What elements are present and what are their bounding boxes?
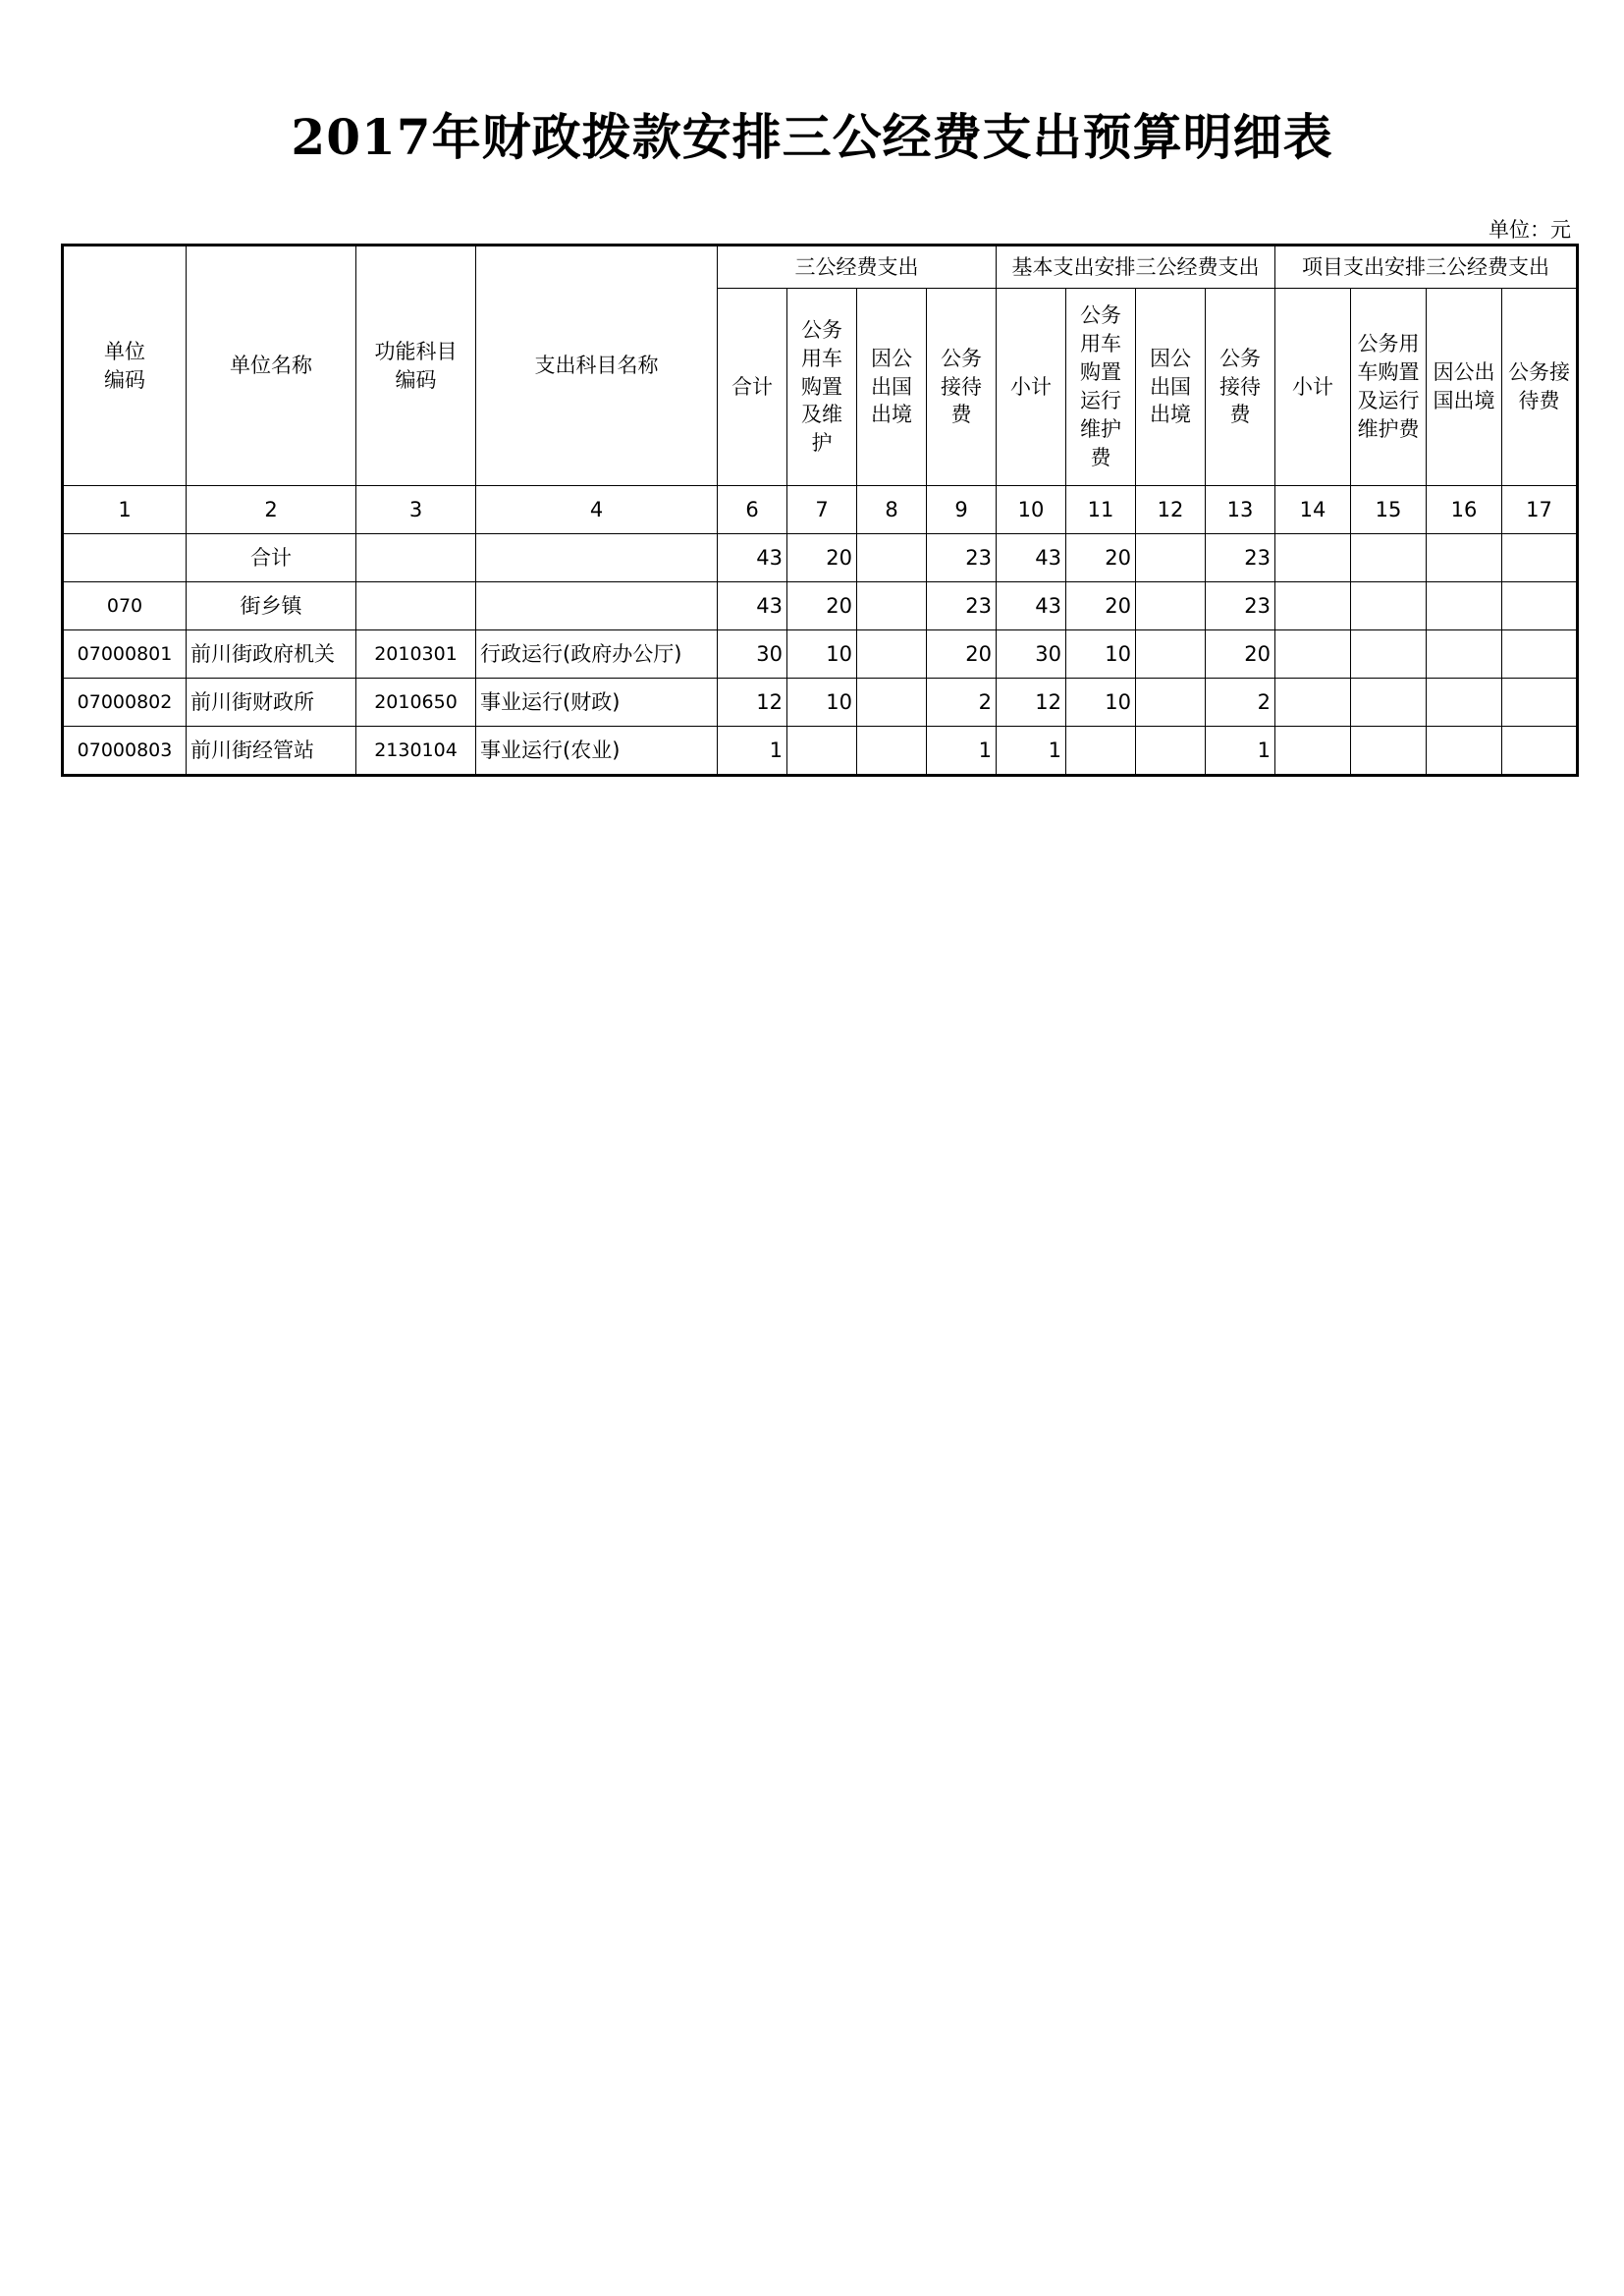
- table-cell: 20: [787, 534, 857, 582]
- header-g3-abroad: 因公出 国出境: [1427, 289, 1502, 486]
- column-number: 10: [997, 486, 1066, 534]
- table-row: [63, 534, 1578, 582]
- table-cell: [1351, 534, 1427, 582]
- header-row-groups: [63, 246, 1578, 289]
- table-cell: 10: [1066, 630, 1136, 679]
- header-group-project: 项目支出安排三公经费支出: [1275, 246, 1578, 289]
- table-cell: 07000801: [63, 630, 187, 679]
- header-group-basic: 基本支出安排三公经费支出: [997, 246, 1275, 289]
- table-cell: [1275, 534, 1351, 582]
- unit-note: 单位：元: [1489, 218, 1571, 242]
- column-number: 17: [1502, 486, 1578, 534]
- table-cell: [356, 582, 476, 630]
- table-cell: 20: [1066, 534, 1136, 582]
- header-g3-car: 公务用 车购置 及运行 维护费: [1351, 289, 1427, 486]
- table-row: [63, 679, 1578, 727]
- column-number: 14: [1275, 486, 1351, 534]
- header-item-name: 支出科目名称: [476, 246, 718, 486]
- column-number: 3: [356, 486, 476, 534]
- table-cell: 1: [1206, 727, 1275, 776]
- table-cell: 070: [63, 582, 187, 630]
- table-cell: [1427, 679, 1502, 727]
- table-cell: 20: [787, 582, 857, 630]
- header-g2-car: 公务 用车 购置 运行 维护 费: [1066, 289, 1136, 486]
- table-cell: 43: [718, 582, 787, 630]
- column-number: 6: [718, 486, 787, 534]
- table-cell: [1136, 679, 1206, 727]
- table-cell: 2130104: [356, 727, 476, 776]
- table-cell: [1502, 534, 1578, 582]
- table-cell: [1066, 727, 1136, 776]
- header-g2-subtotal: 小计: [997, 289, 1066, 486]
- table-cell: 10: [1066, 679, 1136, 727]
- column-number: 1: [63, 486, 187, 534]
- table-cell: 30: [997, 630, 1066, 679]
- header-g2-abroad: 因公 出国 出境: [1136, 289, 1206, 486]
- table-cell: [857, 679, 927, 727]
- table-cell: 事业运行(农业): [476, 727, 718, 776]
- table-cell: 10: [787, 630, 857, 679]
- table-cell: [1275, 679, 1351, 727]
- table-cell: [1502, 727, 1578, 776]
- table-cell: [1427, 727, 1502, 776]
- table-cell: 12: [718, 679, 787, 727]
- page-title: 2017年财政拨款安排三公经费支出预算明细表: [291, 108, 1333, 166]
- header-unit-code: 单位 编码: [63, 246, 187, 486]
- table-cell: 23: [1206, 534, 1275, 582]
- table-cell: [1351, 630, 1427, 679]
- table-cell: [1136, 630, 1206, 679]
- header-unit-name: 单位名称: [187, 246, 356, 486]
- table-cell: [1351, 727, 1427, 776]
- column-number: 4: [476, 486, 718, 534]
- table-cell: [476, 582, 718, 630]
- table-cell: 10: [787, 679, 857, 727]
- budget-table: [61, 244, 1579, 777]
- header-g1-abroad: 因公 出国 出境: [857, 289, 927, 486]
- table-cell: [1275, 727, 1351, 776]
- table-cell: 前川街经管站: [187, 727, 356, 776]
- table-cell: 2: [1206, 679, 1275, 727]
- table-cell: [356, 534, 476, 582]
- table-row: [63, 582, 1578, 630]
- column-number: 12: [1136, 486, 1206, 534]
- column-number: 11: [1066, 486, 1136, 534]
- table-cell: [1136, 727, 1206, 776]
- column-number: 13: [1206, 486, 1275, 534]
- table-cell: 合计: [187, 534, 356, 582]
- table-cell: 2: [927, 679, 997, 727]
- table-cell: 23: [927, 582, 997, 630]
- table-row: [63, 630, 1578, 679]
- table-cell: 1: [927, 727, 997, 776]
- table-cell: [1351, 679, 1427, 727]
- table-cell: 43: [997, 582, 1066, 630]
- header-func-code: 功能科目 编码: [356, 246, 476, 486]
- table-cell: 07000802: [63, 679, 187, 727]
- table-cell: [63, 534, 187, 582]
- table-cell: 2010650: [356, 679, 476, 727]
- header-g1-car: 公务 用车 购置 及维 护: [787, 289, 857, 486]
- table-row: [63, 727, 1578, 776]
- column-number: 16: [1427, 486, 1502, 534]
- table-cell: [1351, 582, 1427, 630]
- table-cell: 23: [927, 534, 997, 582]
- table-cell: 23: [1206, 582, 1275, 630]
- table-cell: [857, 582, 927, 630]
- table-cell: [1427, 534, 1502, 582]
- table-cell: [1275, 630, 1351, 679]
- table-cell: 前川街政府机关: [187, 630, 356, 679]
- header-g1-reception: 公务 接待 费: [927, 289, 997, 486]
- column-number: 2: [187, 486, 356, 534]
- table-cell: 2010301: [356, 630, 476, 679]
- column-number: 8: [857, 486, 927, 534]
- header-g3-subtotal: 小计: [1275, 289, 1351, 486]
- table-cell: 43: [718, 534, 787, 582]
- table-cell: [1427, 582, 1502, 630]
- table-cell: 20: [927, 630, 997, 679]
- table-cell: 事业运行(财政): [476, 679, 718, 727]
- header-group-sangong: 三公经费支出: [718, 246, 997, 289]
- table-cell: [787, 727, 857, 776]
- table-cell: [1502, 582, 1578, 630]
- column-number: 15: [1351, 486, 1427, 534]
- table-cell: 30: [718, 630, 787, 679]
- table-cell: [857, 630, 927, 679]
- column-number: 7: [787, 486, 857, 534]
- table-cell: 街乡镇: [187, 582, 356, 630]
- table-cell: 1: [997, 727, 1066, 776]
- column-number-row: [63, 486, 1578, 534]
- table-cell: [1502, 630, 1578, 679]
- table-cell: 20: [1066, 582, 1136, 630]
- table-cell: [1136, 534, 1206, 582]
- header-g2-reception: 公务 接待 费: [1206, 289, 1275, 486]
- table-cell: [1136, 582, 1206, 630]
- table-cell: 07000803: [63, 727, 187, 776]
- header-g3-reception: 公务接 待费: [1502, 289, 1578, 486]
- header-g1-total: 合计: [718, 289, 787, 486]
- table-cell: [1275, 582, 1351, 630]
- column-number: 9: [927, 486, 997, 534]
- table-cell: 行政运行(政府办公厅): [476, 630, 718, 679]
- table-cell: [476, 534, 718, 582]
- table-cell: 43: [997, 534, 1066, 582]
- table-cell: [857, 727, 927, 776]
- table-cell: [1502, 679, 1578, 727]
- table-cell: 前川街财政所: [187, 679, 356, 727]
- table-cell: [857, 534, 927, 582]
- table-cell: 1: [718, 727, 787, 776]
- table-cell: 12: [997, 679, 1066, 727]
- table-cell: [1427, 630, 1502, 679]
- table-cell: 20: [1206, 630, 1275, 679]
